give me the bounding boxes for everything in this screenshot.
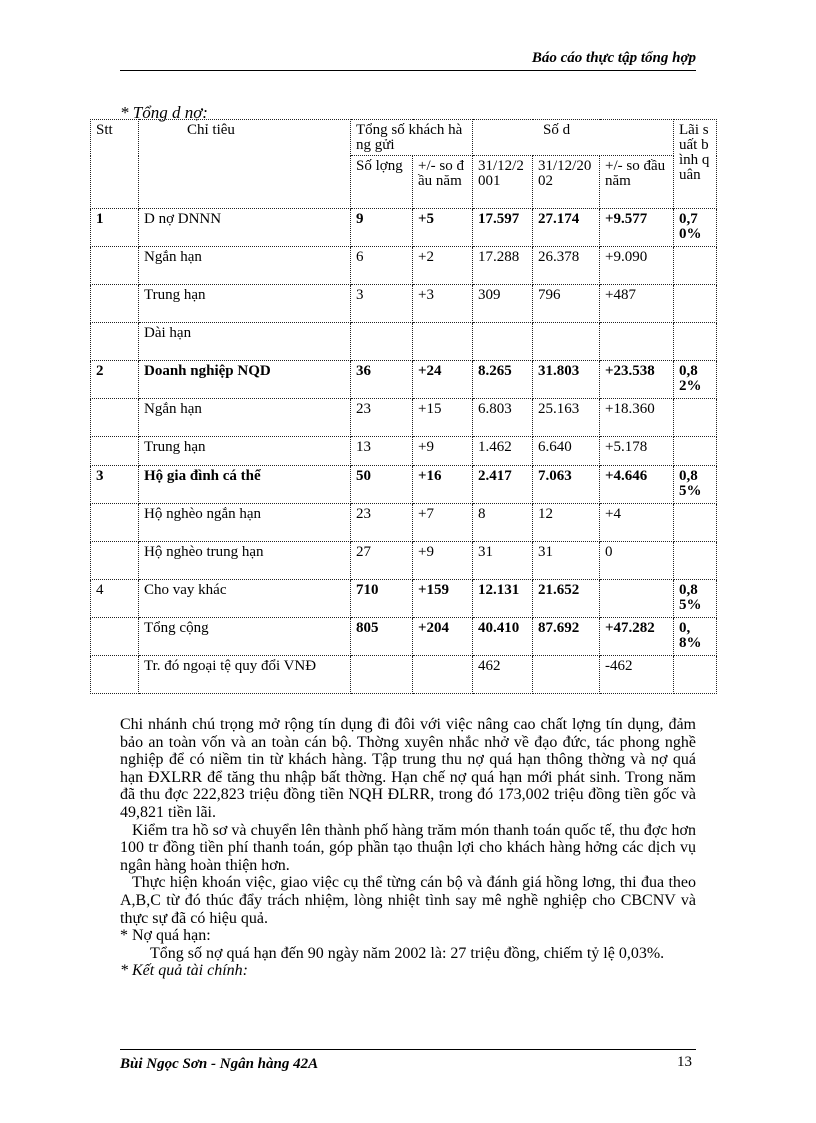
header-customer-change: +/- so đầu năm — [413, 156, 473, 209]
row-balance-2001: 17.288 — [473, 247, 533, 285]
row-balance-2001 — [473, 323, 533, 361]
row-customer-change: +24 — [413, 361, 473, 399]
table-row — [91, 504, 717, 542]
row-customer-change: +159 — [413, 580, 473, 618]
table-row — [91, 399, 717, 437]
paragraph-overdue: Tổng số nợ quá hạn đến 90 ngày năm 2002 là: 27 triệu đồng, chiếm tỷ lệ 0,03%. — [150, 944, 665, 962]
row-balance-2002: 6.640 — [533, 437, 600, 466]
row-balance-2001: 40.410 — [473, 618, 533, 656]
row-balance-2002: 7.063 — [533, 466, 600, 504]
row-stt — [91, 323, 139, 361]
row-customer-change — [413, 656, 473, 694]
row-stt: 2 — [91, 361, 139, 399]
row-name: Trung hạn — [139, 285, 351, 323]
row-rate — [674, 323, 717, 361]
row-balance-2001: 17.597 — [473, 209, 533, 247]
row-rate: 0,85% — [674, 466, 717, 504]
row-balance-2002: 31 — [533, 542, 600, 580]
row-quantity — [351, 323, 413, 361]
row-stt — [91, 542, 139, 580]
row-stt — [91, 247, 139, 285]
header-rule — [120, 70, 696, 71]
header-customers: Tổng số khách hàng gửi — [351, 120, 473, 156]
paragraph-assignment: Thực hiện khoán việc, giao việc cụ thể từng cán bộ và đánh giá hồng lơng, thi đua theo A,B,C từ đó thúc đẩy trách nhiệm, lòng nhiệt tình say mê nghề nghiệp cho CBCNV và thực sự đã có hiệu quả. — [120, 874, 696, 927]
header-chi-tieu: Chỉ tiêu — [139, 120, 351, 209]
table-row — [91, 209, 717, 247]
row-balance-change: +4.646 — [600, 466, 674, 504]
row-quantity: 23 — [351, 504, 413, 542]
heading-overdue-debt: * Nợ quá hạn: — [120, 927, 211, 945]
table-row — [91, 437, 717, 466]
section-title: * Tổng d nợ: — [120, 103, 208, 122]
row-balance-2001: 8.265 — [473, 361, 533, 399]
row-balance-2001: 8 — [473, 504, 533, 542]
row-name: Tổng cộng — [139, 618, 351, 656]
row-quantity: 805 — [351, 618, 413, 656]
row-balance-2001: 309 — [473, 285, 533, 323]
row-balance-change: -462 — [600, 656, 674, 694]
row-rate — [674, 247, 717, 285]
row-name: Tr. đó ngoại tệ quy đổi VNĐ — [139, 656, 351, 694]
heading-financial-result: * Kết quả tài chính: — [120, 962, 248, 980]
row-stt — [91, 285, 139, 323]
row-customer-change: +9 — [413, 542, 473, 580]
row-balance-2002 — [533, 323, 600, 361]
table-row — [91, 466, 717, 504]
row-customer-change: +3 — [413, 285, 473, 323]
header-stt: Stt — [91, 120, 139, 209]
table-row — [91, 247, 717, 285]
row-balance-change: +18.360 — [600, 399, 674, 437]
table-row — [91, 542, 717, 580]
row-stt — [91, 618, 139, 656]
row-stt: 1 — [91, 209, 139, 247]
row-name: Cho vay khác — [139, 580, 351, 618]
header-2002: 31/12/2002 — [533, 156, 600, 209]
row-balance-2002: 12 — [533, 504, 600, 542]
paragraph-credit: Chi nhánh chú trọng mở rộng tín dụng đi đôi với việc nâng cao chất lợng tín dụng, đảm bảo an toàn vốn và an toàn cán bộ. Thờng xuyên nhắc nhở về đạo đức, tác phong nghề nghiệp để có niềm tin từ khách hàng. Tập trung thu nợ quá hạn thông thờng và nợ quá hạn ĐXLRR để tăng thu nhập bất thờng. Hạn chế nợ quá hạn mới phát sinh. Trong năm đã thu đợc 222,823 triệu đồng tiền NQH ĐLRR, trong đó 173,002 triệu đồng tiền gốc và 49,821 tiền lãi. — [120, 716, 696, 821]
row-name: Ngắn hạn — [139, 247, 351, 285]
row-balance-change: +9.577 — [600, 209, 674, 247]
header-quantity: Số lợng — [351, 156, 413, 209]
row-balance-change: +23.538 — [600, 361, 674, 399]
row-customer-change: +9 — [413, 437, 473, 466]
debt-table — [90, 119, 717, 694]
row-quantity: 3 — [351, 285, 413, 323]
header-rate: Lãi suất bình quân — [674, 120, 717, 209]
row-balance-2002: 26.378 — [533, 247, 600, 285]
row-rate — [674, 399, 717, 437]
row-stt — [91, 504, 139, 542]
table-row — [91, 285, 717, 323]
row-rate — [674, 285, 717, 323]
row-rate: 0,8% — [674, 618, 717, 656]
row-stt: 4 — [91, 580, 139, 618]
row-balance-change: 0 — [600, 542, 674, 580]
row-quantity: 27 — [351, 542, 413, 580]
row-balance-2001: 6.803 — [473, 399, 533, 437]
paragraph-inspection: Kiểm tra hồ sơ và chuyển lên thành phố hàng trăm món thanh toán quốc tế, thu đợc hơn 100 tr đồng tiền phí thanh toán, góp phần tạo thuận lợi cho khách hàng hởng các dịch vụ ngân hàng hoàn thiện hơn. — [120, 821, 696, 874]
row-balance-2002 — [533, 656, 600, 694]
table-row — [91, 323, 717, 361]
row-balance-2002: 27.174 — [533, 209, 600, 247]
row-stt — [91, 399, 139, 437]
header-balance: Số d — [473, 120, 674, 156]
row-name: Hộ nghèo ngắn hạn — [139, 504, 351, 542]
row-stt: 3 — [91, 466, 139, 504]
body-text — [120, 716, 696, 980]
row-rate: 0,85% — [674, 580, 717, 618]
table-row — [91, 618, 717, 656]
row-quantity: 13 — [351, 437, 413, 466]
row-quantity: 36 — [351, 361, 413, 399]
row-name: Doanh nghiệp NQD — [139, 361, 351, 399]
footer-rule — [120, 1049, 696, 1050]
header-balance-change: +/- so đầu năm — [600, 156, 674, 209]
row-quantity: 6 — [351, 247, 413, 285]
row-customer-change: +204 — [413, 618, 473, 656]
row-name: D nợ DNNN — [139, 209, 351, 247]
row-rate — [674, 656, 717, 694]
header-title: Báo cáo thực tập tổng hợp — [531, 50, 696, 66]
row-quantity: 23 — [351, 399, 413, 437]
row-quantity: 9 — [351, 209, 413, 247]
table-row — [91, 580, 717, 618]
row-customer-change: +16 — [413, 466, 473, 504]
footer-author: Bùi Ngọc Sơn - Ngân hàng 42A — [120, 1056, 319, 1072]
row-quantity: 50 — [351, 466, 413, 504]
row-stt — [91, 437, 139, 466]
row-balance-2002: 21.652 — [533, 580, 600, 618]
row-balance-change: +9.090 — [600, 247, 674, 285]
row-rate — [674, 542, 717, 580]
row-balance-2001: 12.131 — [473, 580, 533, 618]
row-name: Hộ gia đình cá thể — [139, 466, 351, 504]
row-balance-change: +5.178 — [600, 437, 674, 466]
row-name: Hộ nghèo trung hạn — [139, 542, 351, 580]
row-balance-2001: 31 — [473, 542, 533, 580]
row-quantity: 710 — [351, 580, 413, 618]
row-quantity — [351, 656, 413, 694]
table-row — [91, 656, 717, 694]
row-balance-change — [600, 580, 674, 618]
row-customer-change: +5 — [413, 209, 473, 247]
row-balance-change: +487 — [600, 285, 674, 323]
row-customer-change — [413, 323, 473, 361]
row-balance-2001: 1.462 — [473, 437, 533, 466]
row-balance-2002: 87.692 — [533, 618, 600, 656]
row-balance-2001: 462 — [473, 656, 533, 694]
row-customer-change: +15 — [413, 399, 473, 437]
row-rate: 0,70% — [674, 209, 717, 247]
row-balance-change — [600, 323, 674, 361]
row-balance-2002: 31.803 — [533, 361, 600, 399]
row-name: Ngắn hạn — [139, 399, 351, 437]
row-customer-change: +7 — [413, 504, 473, 542]
row-balance-2001: 2.417 — [473, 466, 533, 504]
row-rate — [674, 437, 717, 466]
page-number: 13 — [677, 1054, 692, 1070]
row-balance-change: +4 — [600, 504, 674, 542]
row-rate — [674, 504, 717, 542]
row-stt — [91, 656, 139, 694]
row-balance-change: +47.282 — [600, 618, 674, 656]
row-balance-2002: 25.163 — [533, 399, 600, 437]
row-rate: 0,82% — [674, 361, 717, 399]
header-2001: 31/12/2001 — [473, 156, 533, 209]
row-customer-change: +2 — [413, 247, 473, 285]
table-row — [91, 361, 717, 399]
row-name: Dài hạn — [139, 323, 351, 361]
row-name: Trung hạn — [139, 437, 351, 466]
row-balance-2002: 796 — [533, 285, 600, 323]
